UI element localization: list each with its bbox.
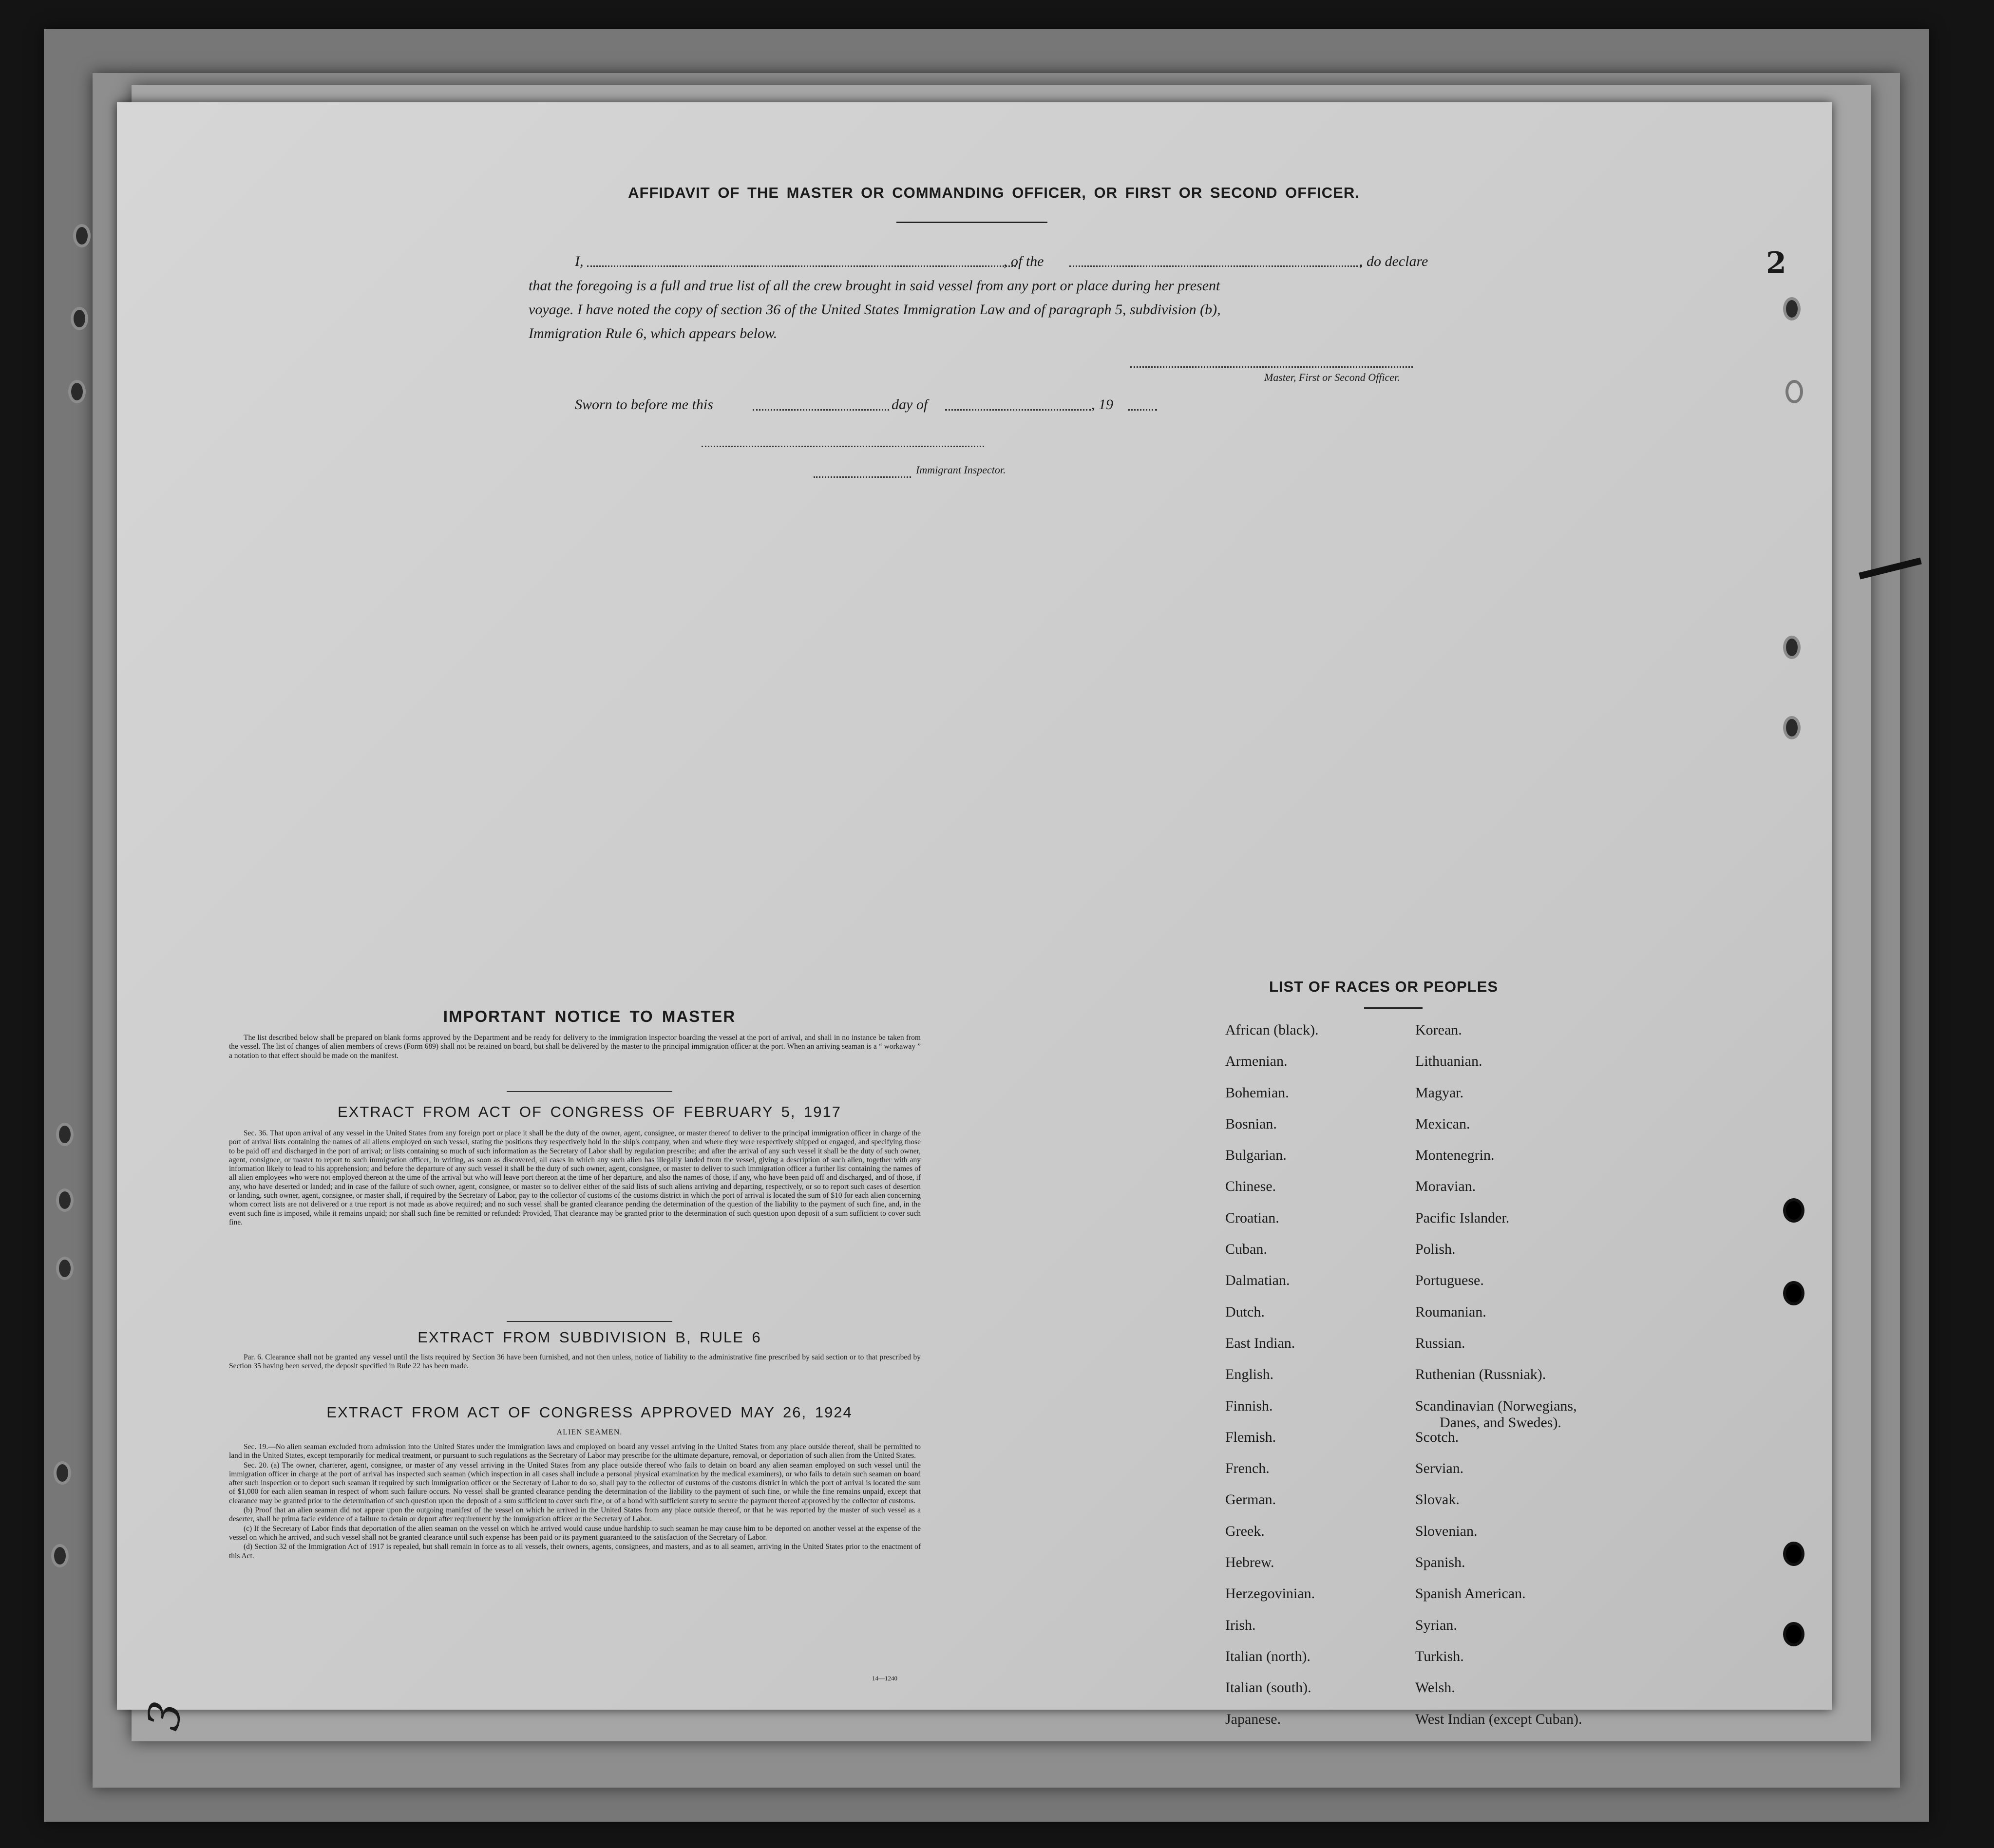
race-item: Turkish. — [1415, 1648, 1464, 1664]
race-item: Slovak. — [1415, 1491, 1460, 1508]
race-item: Servian. — [1415, 1460, 1464, 1477]
race-item: Polish. — [1415, 1241, 1456, 1258]
section-rule — [507, 1091, 672, 1092]
races-title: LIST OF RACES OR PEOPLES — [1269, 978, 1499, 995]
race-item: Dalmatian. — [1225, 1272, 1290, 1289]
binding-hole — [71, 307, 88, 330]
races-underline — [1364, 1007, 1423, 1009]
form-number: 14—1240 — [872, 1675, 897, 1682]
binding-hole — [73, 224, 91, 247]
declaration-line-2: that the foregoing is a full and true list of all the crew brought in said vessel from any port or place during her present — [529, 278, 1220, 294]
binding-hole — [1783, 297, 1801, 321]
sworn-prefix: Sworn to before me this — [575, 396, 713, 413]
title-underline — [896, 222, 1047, 223]
race-item: Flemish. — [1225, 1429, 1276, 1445]
declaration-line-3: voyage. I have noted the copy of section 36 of the United States Immigration Law and of paragraph 5, subdivision (b), — [529, 302, 1221, 318]
binding-hole — [51, 1544, 69, 1567]
binding-hole — [1783, 636, 1801, 659]
extract-1924-title: EXTRACT FROM ACT OF CONGRESS APPROVED MAY 26, 1924 — [326, 1404, 853, 1421]
notice-paragraph: The list described below shall be prepared on blank forms approved by the Department and be ready for delivery to the immigration inspector boarding the vessel at the port of arrival, and shall in no instance be taken from the vessel. The list of changes of alien members of crews (Form 689) shall not be retained on board, but shall be delivered by the master to the principal immigration officer at the port. When an arriving seaman is a “ workaway ” a notation to that effect should be made on the manifest. — [229, 1034, 921, 1060]
master-caption: Master, First or Second Officer. — [1264, 371, 1400, 383]
race-item: Herzegovinian. — [1225, 1585, 1315, 1602]
extract-1924-paragraph: (b) Proof that an alien seaman did not appear upon the outgoing manifest of the vessel on which he arrived in the United States from any place outside thereof, or that he was reported by the master of such vessel as a deserter, shall be prima facie evidence of a failure to detain or deport after requirement by the immigration officer or the Secretary of Labor. — [229, 1506, 921, 1524]
race-item: Moravian. — [1415, 1178, 1476, 1195]
extract-1924-paragraph: Sec. 19.—No alien seaman excluded from admission into the United States under the immigration laws and employed on board any vessel arriving in the United States from any place outside thereof, shall be permitted to land in the United States, except temporarily for medical treatment, or pursuant to such regulations as the Secretary of Labor may prescribe for the ultimate departure, removal, or deportation of such alien from the United States. — [229, 1443, 921, 1460]
extract-1924-subtitle: ALIEN SEAMEN. — [556, 1428, 623, 1436]
race-item: Slovenian. — [1415, 1523, 1478, 1539]
binding-hole-filled — [1783, 1281, 1804, 1305]
inspector-signature-blank-2 — [814, 476, 911, 478]
race-item: Bosnian. — [1225, 1115, 1277, 1132]
race-item: Scotch. — [1415, 1429, 1459, 1445]
sworn-year-blank — [1128, 409, 1157, 411]
inspector-signature-blank — [702, 446, 984, 447]
binding-hole — [68, 380, 86, 403]
extract-1917-title: EXTRACT FROM ACT OF CONGRESS OF FEBRUARY 5, 1917 — [337, 1103, 842, 1120]
race-item: Korean. — [1415, 1022, 1462, 1038]
binding-hole-filled — [1783, 1622, 1804, 1646]
sworn-month-blank — [945, 409, 1091, 411]
binding-hole — [56, 1188, 74, 1212]
race-item: German. — [1225, 1491, 1276, 1508]
race-item: Montenegrin. — [1415, 1147, 1495, 1164]
race-item: Magyar. — [1415, 1084, 1464, 1101]
race-item: Irish. — [1225, 1617, 1256, 1633]
races-column-2 — [1415, 1022, 1582, 1742]
master-signature-blank — [1130, 366, 1413, 368]
race-item: Italian (south). — [1225, 1679, 1311, 1696]
race-item: Spanish American. — [1415, 1585, 1526, 1602]
notice-title: IMPORTANT NOTICE TO MASTER — [443, 1007, 736, 1025]
name-blank — [587, 265, 1016, 267]
race-item: Welsh. — [1415, 1679, 1455, 1696]
race-item-continuation: Danes, and Swedes). — [1440, 1414, 1561, 1431]
declaration-line-4: Immigration Rule 6, which appears below. — [529, 325, 778, 341]
extract-rule6-title: EXTRACT FROM SUBDIVISION B, RULE 6 — [418, 1329, 761, 1346]
sworn-year: , 19 — [1091, 396, 1113, 413]
binding-hole — [56, 1257, 74, 1280]
sworn-day-of: day of — [892, 396, 928, 413]
race-item: Lithuanian. — [1415, 1053, 1482, 1070]
race-item: Armenian. — [1225, 1053, 1288, 1070]
notice-body — [229, 1034, 921, 1061]
races-column-1 — [1225, 1022, 1319, 1742]
race-item: Chinese. — [1225, 1178, 1276, 1195]
race-item: French. — [1225, 1460, 1270, 1477]
sworn-day-blank — [753, 409, 889, 411]
race-item: Greek. — [1225, 1523, 1265, 1539]
inspector-caption: Immigrant Inspector. — [916, 464, 1006, 476]
race-item: Cuban. — [1225, 1241, 1267, 1258]
race-item: East Indian. — [1225, 1335, 1295, 1351]
race-item: Finnish. — [1225, 1397, 1273, 1414]
binding-hole — [1785, 380, 1803, 403]
binding-hole-filled — [1783, 1198, 1804, 1223]
declaration-of-the: , of the — [1004, 253, 1044, 269]
declaration-declare: , do declare — [1359, 253, 1428, 269]
declaration-i: I, — [575, 253, 584, 269]
extract-1924-paragraph: (c) If the Secretary of Labor finds that deportation of the alien seaman on the vessel on which he arrived would cause undue hardship to such seaman he may cause him to be deported on another vessel at the expense of the vessel on which he arrived, and such vessel shall not be granted clearance until such expense has been paid or its payment guaranteed to the satisfaction of the Secretary of Labor. — [229, 1524, 921, 1542]
binding-hole — [56, 1123, 74, 1146]
vessel-blank — [1069, 265, 1362, 267]
race-item: Croatian. — [1225, 1209, 1279, 1226]
race-item: Mexican. — [1415, 1115, 1470, 1132]
race-item: English. — [1225, 1366, 1274, 1383]
race-item: Pacific Islander. — [1415, 1209, 1510, 1226]
right-edge-mark: 2 — [1766, 246, 1786, 280]
race-item: Bohemian. — [1225, 1084, 1289, 1101]
race-item: Bulgarian. — [1225, 1147, 1287, 1164]
race-item: West Indian (except Cuban). — [1415, 1711, 1582, 1727]
extract-rule6-paragraph: Par. 6. Clearance shall not be granted any vessel until the lists required by Section 36 have been furnished, and not then unless, notice of liability to the administrative fine prescribed by said section or to that prescribed by Section 35 having been served, the deposit specified in Rule 22 has been made. — [229, 1353, 921, 1371]
extract-1924-body — [229, 1443, 921, 1561]
binding-hole — [1783, 716, 1801, 739]
race-item: Dutch. — [1225, 1303, 1265, 1320]
race-item: Portuguese. — [1415, 1272, 1484, 1289]
race-item: Italian (north). — [1225, 1648, 1310, 1664]
race-item: Russian. — [1415, 1335, 1465, 1351]
race-item: Japanese. — [1225, 1711, 1281, 1727]
affidavit-title: AFFIDAVIT OF THE MASTER OR COMMANDING OFFICER, OR FIRST OR SECOND OFFICER. — [628, 184, 1360, 201]
race-item: African (black). — [1225, 1022, 1319, 1038]
binding-hole — [54, 1461, 71, 1485]
race-item: Ruthenian (Russniak). — [1415, 1366, 1546, 1383]
race-item: Scandinavian (Norwegians, — [1415, 1397, 1577, 1414]
extract-1917-paragraph: Sec. 36. That upon arrival of any vessel in the United States from any foreign port or place it shall be the duty of the owner, agent, consignee, or master thereof to deliver to the principal immigration officer in charge of the port of arrival lists containing the names of all aliens employed on such vessel, stating the positions they respectively hold in the ship's company, when and where they were respectively shipped or engaged, and specifying those to be paid off and discharged in the port of arrival; or lists containing so much of such information as the Secretary of Labor shall by regulation prescribe; and after the arrival of any such vessel it shall be the duty of such owner, agent, consignee, or master to report to such immigration officer, in writing, as soon as discovered, all cases in which any such alien has illegally landed from the vessel, giving a description of such alien, together with any information likely to lead to his apprehension; and before the departure of any such vessel it shall be the duty of such owner, agent, consignee, or master to deliver to such immigration officer a further list containing the names of all alien employees who were not employed thereon at the time of the arrival but who will leave port thereon at the time of her departure, and also the names of those, if any, who have been paid off and discharged, and of those, if any, who have deserted or landed; and in case of the failure of such owner, agent, consignee, or master so to deliver either of the said lists of such aliens arriving and departing, respectively, or so to report such cases of desertion or landing, such owner, agent, consignee, or master shall, if required by the Secretary of Labor, pay to the collector of customs of the customs district in which the port of arrival is located the sum of $10 for each alien concerning whom correct lists are not delivered or a true report is not made as above required; and no such vessel shall be granted clearance pending the determination of the question of the liability to the payment of such fine, and, in the event such fine is imposed, while it remains unpaid; nor shall such fine be remitted or refunded: Provided, That clearance may be granted prior to the determination of such question upon deposit of a sum sufficient to cover such fine. — [229, 1129, 921, 1226]
handwritten-page-number: 3 — [137, 1697, 193, 1734]
race-item: Hebrew. — [1225, 1554, 1274, 1571]
section-rule — [507, 1321, 672, 1322]
race-item: Spanish. — [1415, 1554, 1465, 1571]
binding-hole-filled — [1783, 1542, 1804, 1566]
extract-1924-paragraph: (d) Section 32 of the Immigration Act of 1917 is repealed, but shall remain in force as to all vessels, their owners, agents, consignees, and masters, and as to all seamen, arriving in the United States prior to the enactment of this Act. — [229, 1543, 921, 1560]
extract-rule6-body — [229, 1353, 921, 1372]
race-item: Syrian. — [1415, 1617, 1457, 1633]
extract-1917-body — [229, 1129, 921, 1227]
race-item: Roumanian. — [1415, 1303, 1486, 1320]
extract-1924-paragraph: Sec. 20. (a) The owner, charterer, agent, consignee, or master of any vessel arriving in the United States from any place outside thereof who fails to detain on board any alien seaman employed on such vessel until the immigration officer in charge at the port of arrival has inspected such seaman (which inspection in all cases shall include a personal physical examination by the medical examiners), or who fails to detain such seaman on board after such inspection or to deport such seaman if required by such immigration officer or the Secretary of Labor to do so, shall pay to the collector of customs of the customs district in which the port of arrival is located the sum of $1,000 for each alien seaman in respect of whom such failure occurs. No vessel shall be granted clearance pending the determination of the liability to the payment of such fine, or while the fine remains unpaid, except that clearance may be granted prior to the determination of such question upon the deposit of a sum sufficient to cover such fine, or of a bond with sufficient surety to secure the payment thereof approved by the collector of customs. — [229, 1461, 921, 1505]
